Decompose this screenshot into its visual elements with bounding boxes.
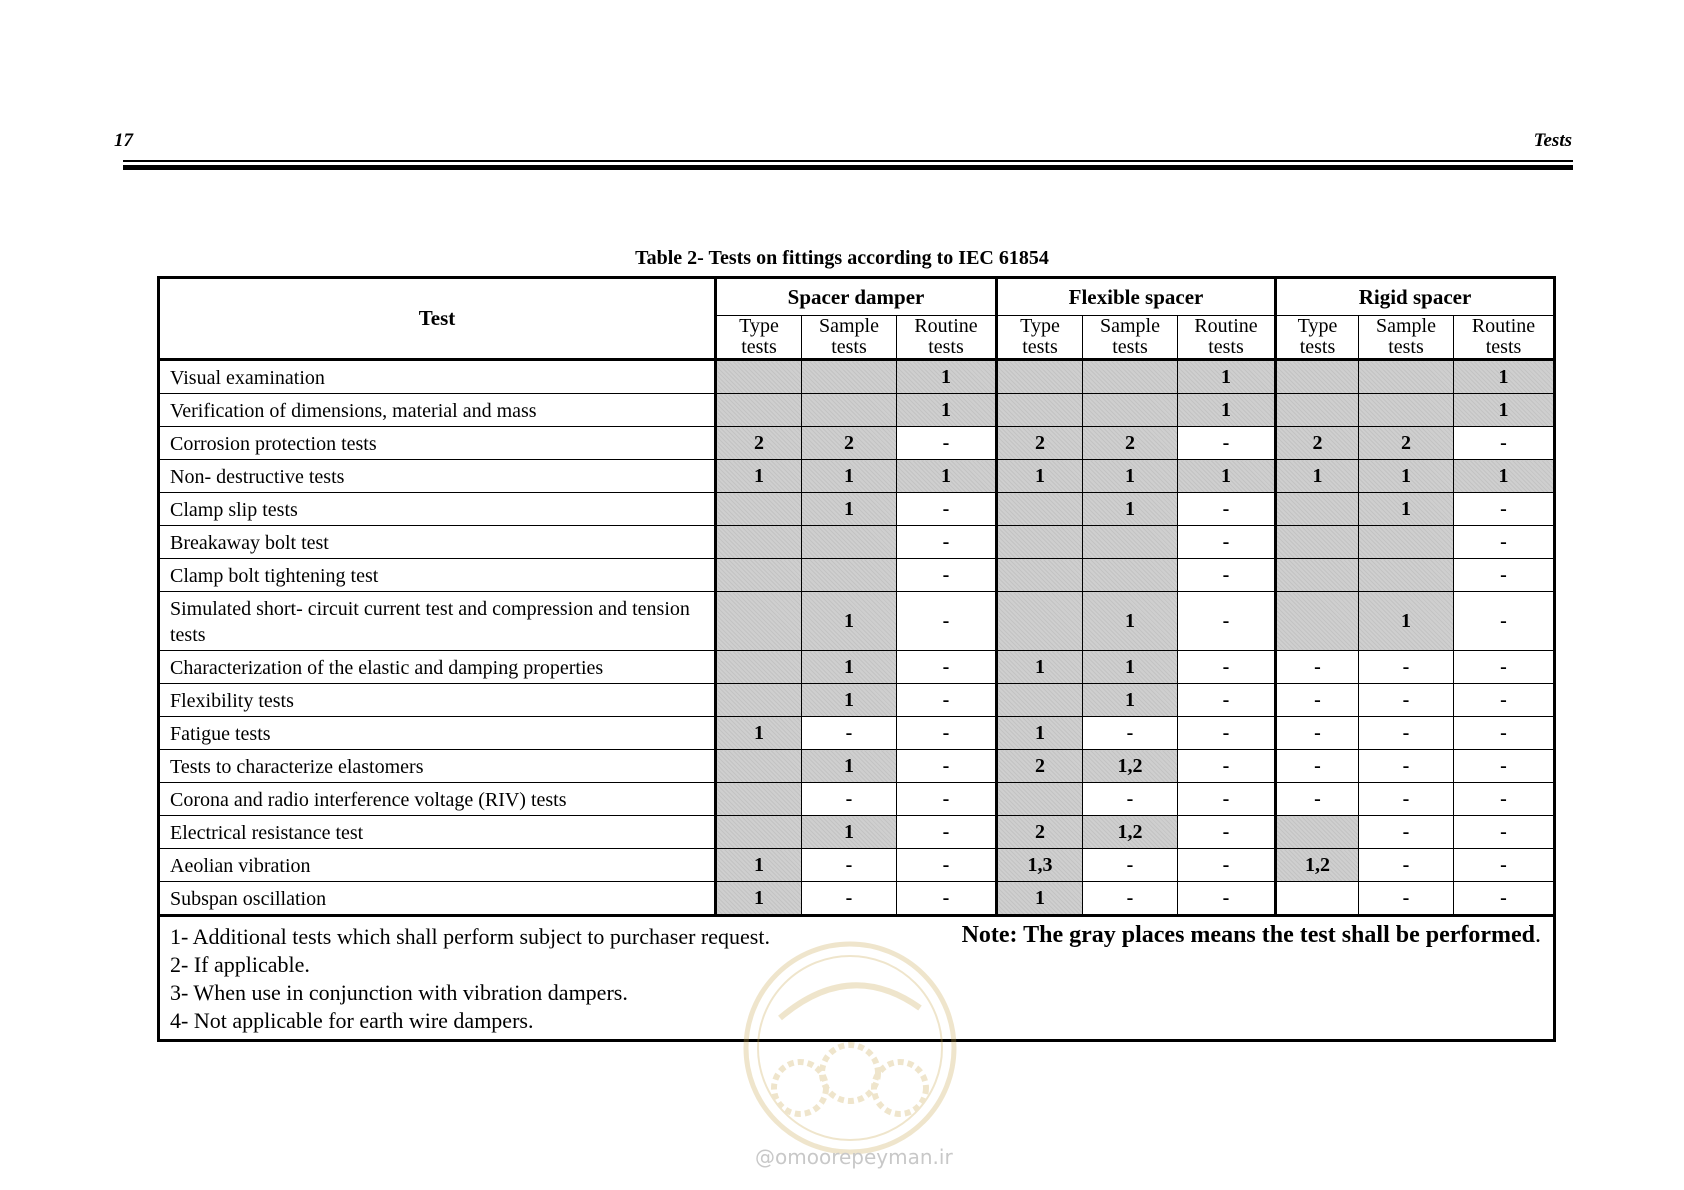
test-cell-gray xyxy=(716,394,802,427)
test-name-cell: Clamp slip tests xyxy=(159,493,716,526)
test-cell-gray xyxy=(716,526,802,559)
test-cell-gray: 1 xyxy=(1083,460,1178,493)
test-cell-gray: 1 xyxy=(1276,460,1359,493)
table-row xyxy=(159,783,1555,816)
test-cell: - xyxy=(1083,717,1178,750)
test-cell: - xyxy=(1454,816,1555,849)
test-cell-gray xyxy=(1359,526,1454,559)
test-cell-gray: 1 xyxy=(897,460,997,493)
test-cell-gray: 1 xyxy=(802,592,897,651)
subheader-cell xyxy=(1276,316,1359,360)
header-rule-thick xyxy=(123,165,1573,170)
gray-places-note xyxy=(962,921,1541,949)
test-cell: - xyxy=(1276,717,1359,750)
test-cell-gray: 1 xyxy=(716,717,802,750)
test-cell: - xyxy=(802,849,897,882)
test-cell: - xyxy=(897,427,997,460)
test-column-header: Test xyxy=(159,278,716,360)
subheader-cell xyxy=(997,316,1083,360)
test-cell: - xyxy=(1359,684,1454,717)
watermark-logo xyxy=(740,938,960,1158)
table-row xyxy=(159,493,1555,526)
subheader-cell xyxy=(1083,316,1178,360)
test-cell-gray xyxy=(1359,394,1454,427)
test-cell: - xyxy=(1454,849,1555,882)
header-rule-thin xyxy=(123,160,1573,162)
test-cell-gray xyxy=(1276,526,1359,559)
test-cell-gray: 1 xyxy=(1454,394,1555,427)
test-cell-gray: 2 xyxy=(997,816,1083,849)
subheader-line1: Routine xyxy=(1194,315,1258,337)
group-header-rigid-spacer: Rigid spacer xyxy=(1276,278,1555,316)
subheader-line1: Type xyxy=(739,315,779,337)
tests-table xyxy=(157,276,1556,1042)
group-header-spacer-damper: Spacer damper xyxy=(716,278,997,316)
subheader-line1: Type xyxy=(1297,315,1338,337)
test-cell: - xyxy=(802,882,897,916)
test-cell-gray xyxy=(716,360,802,394)
table-row xyxy=(159,360,1555,394)
test-cell: - xyxy=(1178,717,1276,750)
test-cell-gray: 1 xyxy=(1359,493,1454,526)
subheader-line2: tests xyxy=(1112,336,1148,358)
table-row xyxy=(159,882,1555,916)
test-cell-gray xyxy=(716,592,802,651)
test-cell: - xyxy=(897,816,997,849)
test-name-cell: Simulated short- circuit current test and compression and tension tests xyxy=(159,592,716,651)
test-cell: - xyxy=(1454,592,1555,651)
test-cell: - xyxy=(1276,684,1359,717)
test-cell-gray xyxy=(997,684,1083,717)
test-cell: - xyxy=(802,717,897,750)
subheader-cell xyxy=(1178,316,1276,360)
test-cell: - xyxy=(897,783,997,816)
test-cell: - xyxy=(897,493,997,526)
test-cell-gray xyxy=(1359,360,1454,394)
test-cell-gray xyxy=(1359,559,1454,592)
test-cell: - xyxy=(1359,750,1454,783)
subheader-line1: Routine xyxy=(914,315,978,337)
test-cell-gray: 1 xyxy=(997,460,1083,493)
test-cell-gray xyxy=(1083,526,1178,559)
table-row xyxy=(159,526,1555,559)
test-cell: - xyxy=(1454,493,1555,526)
test-cell-gray xyxy=(716,783,802,816)
test-cell: - xyxy=(1454,684,1555,717)
test-name-cell: Corona and radio interference voltage (RIV) tests xyxy=(159,783,716,816)
group-header-flexible-spacer: Flexible spacer xyxy=(997,278,1276,316)
test-cell: - xyxy=(1454,526,1555,559)
test-cell-gray: 1 xyxy=(997,717,1083,750)
test-cell: - xyxy=(897,882,997,916)
subheader-cell xyxy=(1454,316,1555,360)
table-row xyxy=(159,394,1555,427)
test-cell: - xyxy=(1454,651,1555,684)
test-name-cell: Clamp bolt tightening test xyxy=(159,559,716,592)
test-name-cell: Flexibility tests xyxy=(159,684,716,717)
test-cell: - xyxy=(1178,783,1276,816)
test-cell-gray: 1,2 xyxy=(1083,816,1178,849)
test-name-cell: Verification of dimensions, material and mass xyxy=(159,394,716,427)
test-cell: - xyxy=(1178,592,1276,651)
test-cell-gray: 1,2 xyxy=(1276,849,1359,882)
test-cell: - xyxy=(1454,783,1555,816)
table-row xyxy=(159,849,1555,882)
test-cell-gray: 2 xyxy=(1276,427,1359,460)
test-cell-gray: 1 xyxy=(1083,651,1178,684)
test-cell-gray xyxy=(802,526,897,559)
subheader-line2: tests xyxy=(741,336,777,358)
test-cell-gray: 1 xyxy=(802,750,897,783)
test-cell-gray xyxy=(997,559,1083,592)
test-cell: - xyxy=(1454,717,1555,750)
test-cell-gray: 1 xyxy=(897,394,997,427)
test-cell: - xyxy=(1276,783,1359,816)
test-name-cell: Aeolian vibration xyxy=(159,849,716,882)
test-cell-gray xyxy=(1276,592,1359,651)
test-cell: - xyxy=(1178,526,1276,559)
test-cell: - xyxy=(1178,559,1276,592)
test-cell-gray: 1 xyxy=(1359,592,1454,651)
test-cell-gray: 1 xyxy=(1083,592,1178,651)
test-cell: - xyxy=(1178,684,1276,717)
test-name-cell: Tests to characterize elastomers xyxy=(159,750,716,783)
subheader-line2: tests xyxy=(1208,336,1244,358)
test-cell-gray xyxy=(716,750,802,783)
test-cell-gray xyxy=(716,684,802,717)
test-cell: - xyxy=(1178,816,1276,849)
test-cell-gray: 1,2 xyxy=(1083,750,1178,783)
test-cell-gray: 1 xyxy=(1359,460,1454,493)
test-cell-gray xyxy=(997,592,1083,651)
test-cell-gray: 1 xyxy=(802,493,897,526)
test-name-cell: Electrical resistance test xyxy=(159,816,716,849)
test-cell: - xyxy=(1083,849,1178,882)
test-cell-gray xyxy=(1276,559,1359,592)
gray-places-note-period: . xyxy=(1535,922,1542,948)
test-cell-gray xyxy=(802,394,897,427)
subheader-line1: Routine xyxy=(1471,315,1536,337)
test-cell: - xyxy=(1178,750,1276,783)
test-cell-gray xyxy=(1276,816,1359,849)
table-row xyxy=(159,651,1555,684)
subheader-cell xyxy=(716,316,802,360)
test-cell: - xyxy=(1359,849,1454,882)
test-cell-gray: 1 xyxy=(997,882,1083,916)
test-cell: - xyxy=(1083,783,1178,816)
test-cell: - xyxy=(1083,882,1178,916)
table-row xyxy=(159,559,1555,592)
test-cell-gray: 1 xyxy=(1454,360,1555,394)
table-row xyxy=(159,460,1555,493)
test-cell: - xyxy=(897,750,997,783)
test-cell: - xyxy=(897,559,997,592)
test-cell-gray: 1 xyxy=(802,684,897,717)
test-cell: - xyxy=(1359,717,1454,750)
section-title: Tests xyxy=(1533,130,1572,151)
subheader-line2: tests xyxy=(928,336,964,358)
test-cell-gray: 1,3 xyxy=(997,849,1083,882)
footnote: 1- Additional tests which shall perform subject to purchaser request. xyxy=(170,924,770,949)
subheader-line1: Type xyxy=(1020,315,1060,337)
test-cell-gray xyxy=(997,360,1083,394)
test-cell-gray: 1 xyxy=(897,360,997,394)
table-row xyxy=(159,684,1555,717)
test-cell-gray: 1 xyxy=(716,882,802,916)
test-cell: - xyxy=(1178,882,1276,916)
test-cell: - xyxy=(1454,750,1555,783)
test-cell: - xyxy=(1178,849,1276,882)
footnote: 3- When use in conjunction with vibration dampers. xyxy=(170,980,628,1005)
test-cell: - xyxy=(1359,651,1454,684)
test-cell-gray xyxy=(1276,394,1359,427)
test-cell-gray xyxy=(716,493,802,526)
test-cell-gray xyxy=(1083,394,1178,427)
test-cell-gray: 2 xyxy=(1083,427,1178,460)
test-cell: - xyxy=(1359,882,1454,916)
test-cell: - xyxy=(1359,783,1454,816)
test-cell: - xyxy=(897,592,997,651)
test-cell-gray xyxy=(1276,360,1359,394)
table-row xyxy=(159,427,1555,460)
test-cell: - xyxy=(897,526,997,559)
test-cell-gray: 2 xyxy=(1359,427,1454,460)
test-cell-gray xyxy=(802,559,897,592)
watermark-text: @omoorepeyman.ir xyxy=(755,1145,953,1169)
test-cell-gray: 1 xyxy=(1454,460,1555,493)
test-cell-gray xyxy=(997,394,1083,427)
test-cell-gray: 1 xyxy=(1083,493,1178,526)
test-cell: - xyxy=(1454,882,1555,916)
test-name-cell: Visual examination xyxy=(159,360,716,394)
test-cell-gray: 2 xyxy=(997,427,1083,460)
subheader-line2: tests xyxy=(831,336,867,358)
subheader-line2: tests xyxy=(1485,336,1522,358)
table-row xyxy=(159,816,1555,849)
test-cell: - xyxy=(1178,427,1276,460)
page-number: 17 xyxy=(114,130,133,151)
test-cell-gray: 2 xyxy=(716,427,802,460)
test-cell: - xyxy=(1359,816,1454,849)
table-row xyxy=(159,592,1555,651)
test-cell: - xyxy=(802,783,897,816)
subheader-line2: tests xyxy=(1022,336,1058,358)
table-row xyxy=(159,750,1555,783)
test-cell: - xyxy=(1454,427,1555,460)
test-cell-gray: 1 xyxy=(1178,460,1276,493)
subheader-line1: Sample xyxy=(819,315,879,337)
test-name-cell: Subspan oscillation xyxy=(159,882,716,916)
test-name-cell: Breakaway bolt test xyxy=(159,526,716,559)
table-caption: Table 2- Tests on fittings according to IEC 61854 xyxy=(635,247,1049,269)
test-cell-gray: 1 xyxy=(716,460,802,493)
test-cell-gray: 1 xyxy=(997,651,1083,684)
test-cell-gray: 1 xyxy=(802,460,897,493)
table-row xyxy=(159,717,1555,750)
footnote: 4- Not applicable for earth wire dampers. xyxy=(170,1008,534,1033)
gray-places-note-text: Note: The gray places means the test shall be performed xyxy=(961,922,1536,948)
test-name-cell: Characterization of the elastic and damping properties xyxy=(159,651,716,684)
test-cell: - xyxy=(1276,651,1359,684)
test-name-cell: Fatigue tests xyxy=(159,717,716,750)
test-cell: - xyxy=(897,717,997,750)
test-cell-gray: 1 xyxy=(1083,684,1178,717)
test-cell-gray xyxy=(1083,559,1178,592)
subheader-cell xyxy=(897,316,997,360)
test-cell-gray xyxy=(997,526,1083,559)
test-cell: - xyxy=(1454,559,1555,592)
test-cell-gray xyxy=(716,816,802,849)
test-cell: - xyxy=(1276,750,1359,783)
test-cell-gray: 2 xyxy=(997,750,1083,783)
test-cell-gray: 1 xyxy=(802,651,897,684)
test-cell-gray xyxy=(1276,493,1359,526)
test-cell-gray: 1 xyxy=(802,816,897,849)
footnote: 2- If applicable. xyxy=(170,952,310,977)
test-name-cell: Non- destructive tests xyxy=(159,460,716,493)
test-cell-gray: 1 xyxy=(1178,360,1276,394)
subheader-line2: tests xyxy=(1299,336,1336,358)
test-cell: - xyxy=(897,651,997,684)
test-cell-gray xyxy=(997,493,1083,526)
subheader-line1: Sample xyxy=(1100,315,1160,337)
subheader-line2: tests xyxy=(1388,336,1424,358)
test-cell-gray xyxy=(716,559,802,592)
test-cell-gray: 1 xyxy=(1178,394,1276,427)
test-cell: - xyxy=(1178,651,1276,684)
test-name-cell: Corrosion protection tests xyxy=(159,427,716,460)
test-cell: - xyxy=(897,684,997,717)
test-cell-gray: 2 xyxy=(802,427,897,460)
subheader-cell xyxy=(1359,316,1454,360)
test-cell: - xyxy=(897,849,997,882)
test-cell-gray xyxy=(1083,360,1178,394)
test-cell-gray xyxy=(802,360,897,394)
test-cell: - xyxy=(1178,493,1276,526)
test-cell-gray xyxy=(997,783,1083,816)
test-cell xyxy=(1276,882,1359,916)
test-cell-gray: 1 xyxy=(716,849,802,882)
subheader-line1: Sample xyxy=(1376,315,1436,337)
test-cell-gray xyxy=(716,651,802,684)
subheader-cell xyxy=(802,316,897,360)
